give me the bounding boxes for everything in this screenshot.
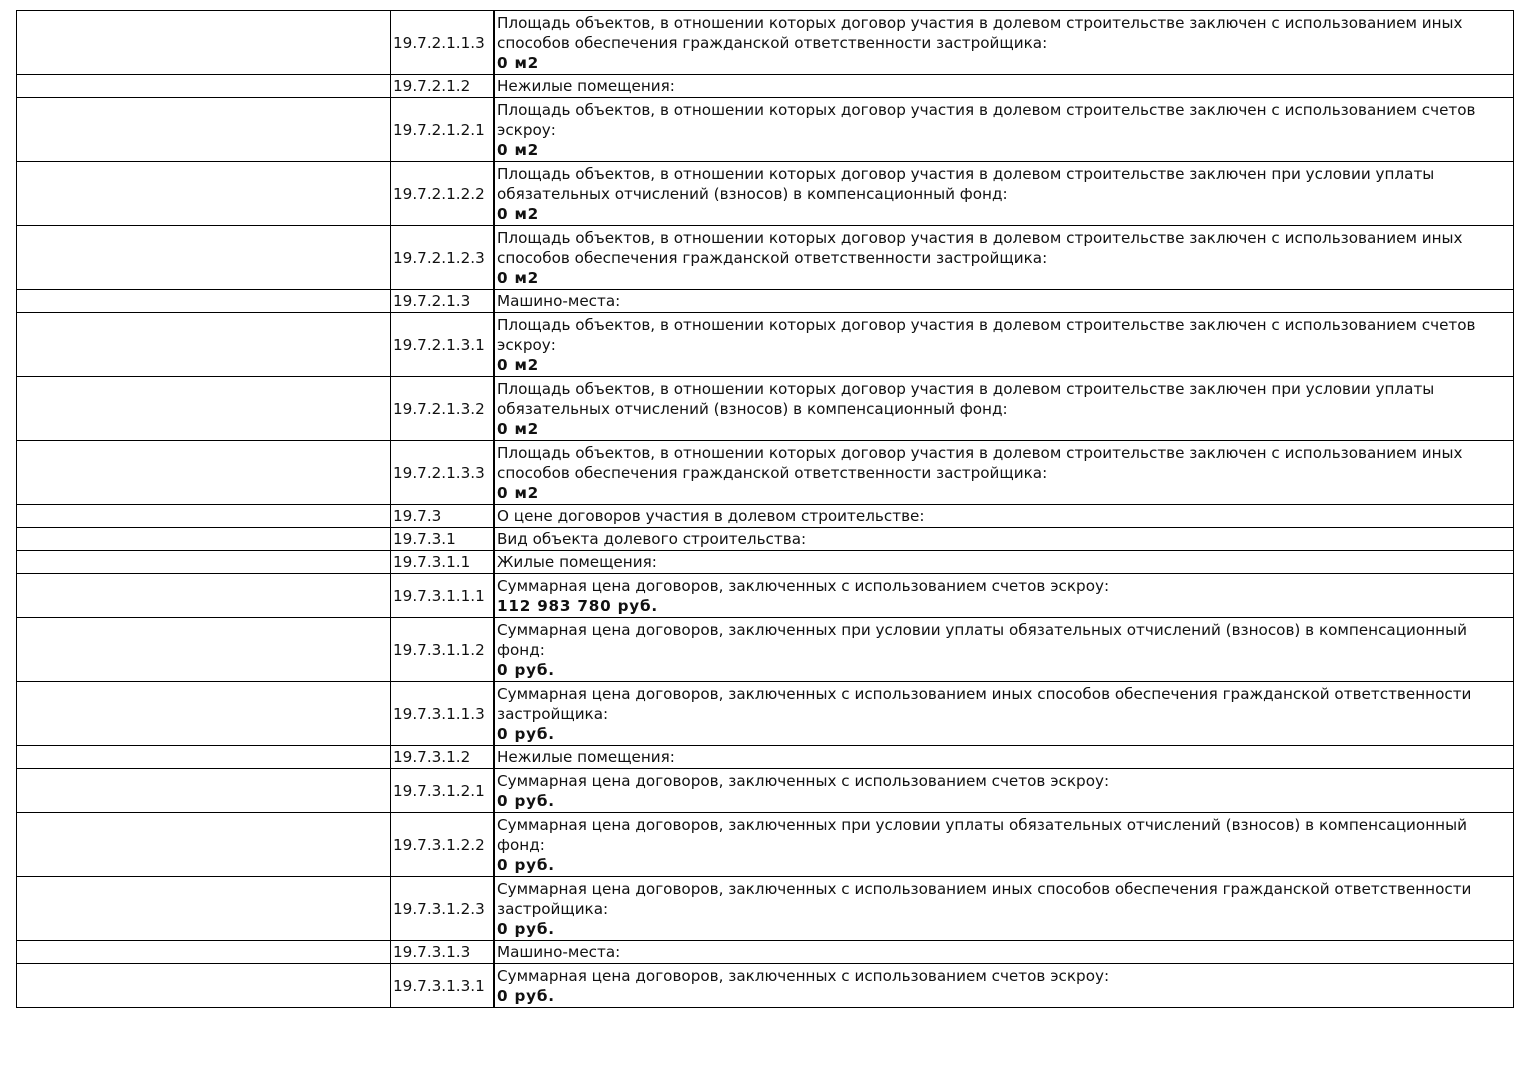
table-row (17, 682, 1514, 746)
item-description: Площадь объектов, в отношении которых договор участия в долевом строительстве заключен при условии уплаты обязательных отчислений (взносов) в компенсационный фонд: (497, 379, 1435, 418)
item-value: 0 м2 (497, 140, 540, 159)
item-description-cell (494, 574, 1514, 618)
table-row (17, 941, 1514, 964)
table-row (17, 618, 1514, 682)
table-row (17, 162, 1514, 226)
table-row (17, 964, 1514, 1008)
item-code: 19.7.3.1.3 (391, 941, 495, 964)
item-description-cell (494, 377, 1514, 441)
item-code: 19.7.3.1.3.1 (391, 964, 495, 1008)
empty-cell (17, 528, 391, 551)
item-description: Площадь объектов, в отношении которых договор участия в долевом строительстве заключен с использованием иных способов обеспечения гражданской ответственности застройщика: (497, 228, 1463, 267)
empty-cell (17, 877, 391, 941)
item-code: 19.7.2.1.3.2 (391, 377, 495, 441)
table-row (17, 877, 1514, 941)
item-code: 19.7.2.1.3 (391, 290, 495, 313)
item-description: Площадь объектов, в отношении которых договор участия в долевом строительстве заключен с использованием счетов эскроу: (497, 315, 1476, 354)
item-code: 19.7.3 (391, 505, 495, 528)
item-value: 0 м2 (497, 419, 540, 438)
item-code: 19.7.3.1.2 (391, 746, 495, 769)
table-row (17, 441, 1514, 505)
item-value: 0 руб. (497, 986, 555, 1005)
table-row (17, 313, 1514, 377)
item-description-cell (494, 746, 1514, 769)
empty-cell (17, 618, 391, 682)
empty-cell (17, 75, 391, 98)
item-code: 19.7.2.1.1.3 (391, 11, 495, 75)
table-row (17, 769, 1514, 813)
item-description: Суммарная цена договоров, заключенных с использованием иных способов обеспечения гражданской ответственности застройщика: (497, 684, 1472, 723)
item-code: 19.7.3.1.2.1 (391, 769, 495, 813)
empty-cell (17, 551, 391, 574)
item-description: Жилые помещения: (497, 553, 657, 571)
item-code: 19.7.3.1.2.3 (391, 877, 495, 941)
item-description: Суммарная цена договоров, заключенных с использованием счетов эскроу: (497, 771, 1110, 790)
table-row (17, 551, 1514, 574)
item-description-cell (494, 226, 1514, 290)
empty-cell (17, 377, 391, 441)
item-value: 0 руб. (497, 855, 555, 874)
item-description: Суммарная цена договоров, заключенных с использованием иных способов обеспечения гражданской ответственности застройщика: (497, 879, 1472, 918)
item-code: 19.7.2.1.2.2 (391, 162, 495, 226)
item-description: Суммарная цена договоров, заключенных с использованием счетов эскроу: (497, 966, 1110, 985)
table-row (17, 377, 1514, 441)
item-description-cell (494, 941, 1514, 964)
item-value: 0 м2 (497, 483, 540, 502)
empty-cell (17, 162, 391, 226)
item-description: Суммарная цена договоров, заключенных с использованием счетов эскроу: (497, 576, 1110, 595)
item-description-cell (494, 877, 1514, 941)
empty-cell (17, 313, 391, 377)
item-description: О цене договоров участия в долевом строительстве: (497, 507, 925, 525)
item-value: 0 м2 (497, 204, 540, 223)
item-description-cell (494, 618, 1514, 682)
item-description-cell (494, 11, 1514, 75)
item-description-cell (494, 441, 1514, 505)
empty-cell (17, 441, 391, 505)
empty-cell (17, 813, 391, 877)
item-value: 0 руб. (497, 724, 555, 743)
table-row (17, 290, 1514, 313)
item-code: 19.7.2.1.2.3 (391, 226, 495, 290)
item-description: Площадь объектов, в отношении которых договор участия в долевом строительстве заключен с использованием иных способов обеспечения гражданской ответственности застройщика: (497, 13, 1463, 52)
item-description: Площадь объектов, в отношении которых договор участия в долевом строительстве заключен с использованием иных способов обеспечения гражданской ответственности застройщика: (497, 443, 1463, 482)
table-row (17, 11, 1514, 75)
item-value: 0 м2 (497, 355, 540, 374)
item-description: Вид объекта долевого строительства: (497, 530, 807, 548)
item-description-cell (494, 505, 1514, 528)
table-row (17, 226, 1514, 290)
item-description-cell (494, 813, 1514, 877)
item-description-cell (494, 682, 1514, 746)
item-code: 19.7.3.1.2.2 (391, 813, 495, 877)
item-description: Площадь объектов, в отношении которых договор участия в долевом строительстве заключен при условии уплаты обязательных отчислений (взносов) в компенсационный фонд: (497, 164, 1435, 203)
table-row (17, 528, 1514, 551)
table-row (17, 813, 1514, 877)
item-description-cell (494, 75, 1514, 98)
item-value: 0 руб. (497, 919, 555, 938)
empty-cell (17, 290, 391, 313)
table-row (17, 98, 1514, 162)
item-description: Нежилые помещения: (497, 748, 675, 766)
declaration-table (16, 10, 1514, 1008)
item-code: 19.7.3.1 (391, 528, 495, 551)
item-value: 112 983 780 руб. (497, 596, 658, 615)
table-row (17, 505, 1514, 528)
table-row (17, 746, 1514, 769)
item-description-cell (494, 162, 1514, 226)
item-value: 0 руб. (497, 791, 555, 810)
table-row (17, 75, 1514, 98)
item-value: 0 м2 (497, 53, 540, 72)
empty-cell (17, 98, 391, 162)
item-description: Машино-места: (497, 292, 621, 310)
empty-cell (17, 941, 391, 964)
item-code: 19.7.2.1.2 (391, 75, 495, 98)
item-value: 0 руб. (497, 660, 555, 679)
empty-cell (17, 11, 391, 75)
item-description: Нежилые помещения: (497, 77, 675, 95)
item-description-cell (494, 769, 1514, 813)
item-description: Площадь объектов, в отношении которых договор участия в долевом строительстве заключен с использованием счетов эскроу: (497, 100, 1476, 139)
item-code: 19.7.3.1.1.1 (391, 574, 495, 618)
item-description: Суммарная цена договоров, заключенных при условии уплаты обязательных отчислений (взносов) в компенсационный фонд: (497, 815, 1467, 854)
item-description: Машино-места: (497, 943, 621, 961)
empty-cell (17, 964, 391, 1008)
empty-cell (17, 505, 391, 528)
empty-cell (17, 769, 391, 813)
item-description: Суммарная цена договоров, заключенных при условии уплаты обязательных отчислений (взносов) в компенсационный фонд: (497, 620, 1467, 659)
item-code: 19.7.2.1.2.1 (391, 98, 495, 162)
item-description-cell (494, 528, 1514, 551)
item-code: 19.7.3.1.1 (391, 551, 495, 574)
item-value: 0 м2 (497, 268, 540, 287)
table-row (17, 574, 1514, 618)
empty-cell (17, 746, 391, 769)
item-description-cell (494, 290, 1514, 313)
item-code: 19.7.2.1.3.1 (391, 313, 495, 377)
empty-cell (17, 574, 391, 618)
empty-cell (17, 226, 391, 290)
item-code: 19.7.3.1.1.2 (391, 618, 495, 682)
item-code: 19.7.2.1.3.3 (391, 441, 495, 505)
item-description-cell (494, 551, 1514, 574)
item-description-cell (494, 98, 1514, 162)
item-description-cell (494, 964, 1514, 1008)
item-code: 19.7.3.1.1.3 (391, 682, 495, 746)
item-description-cell (494, 313, 1514, 377)
empty-cell (17, 682, 391, 746)
